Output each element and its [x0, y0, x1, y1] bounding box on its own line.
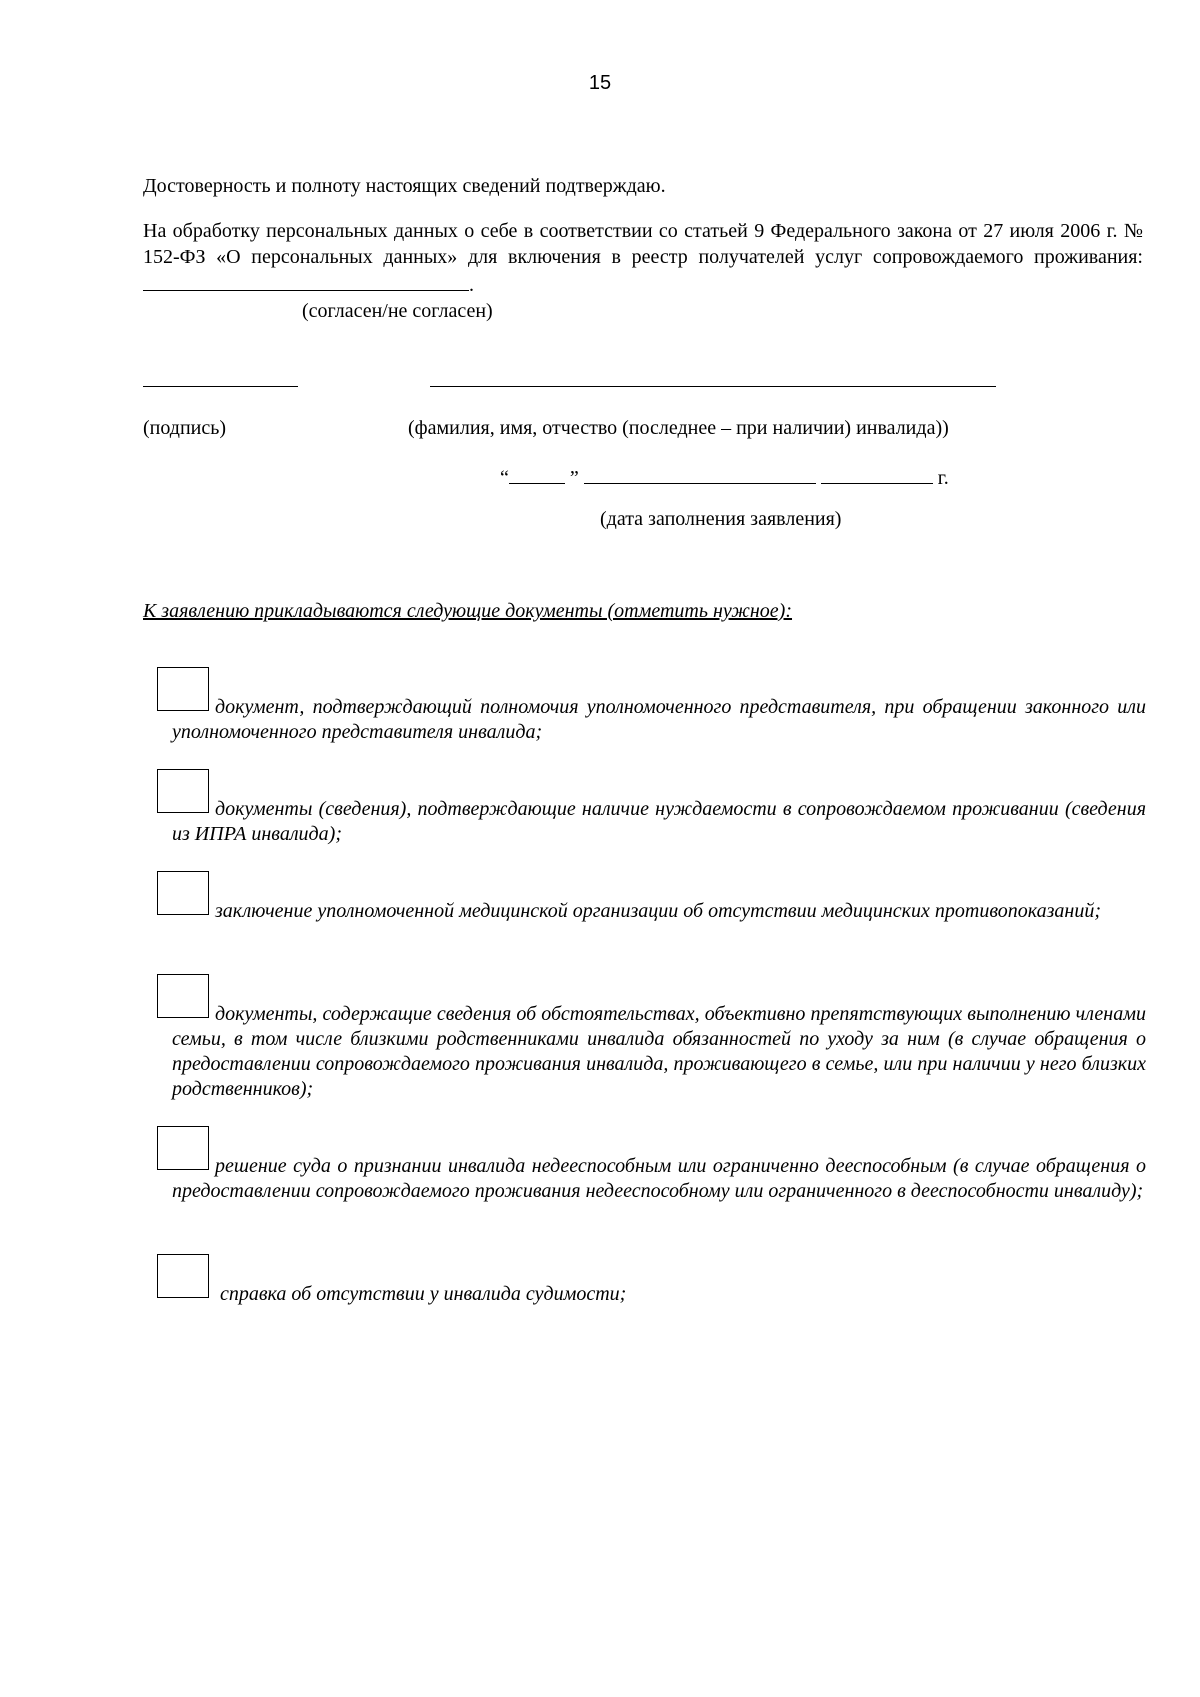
consent-answer-field[interactable] — [143, 270, 469, 291]
full-name-line[interactable] — [430, 386, 996, 387]
document-item-text: документы, содержащие сведения об обстоятельствах, объективно препятствующих выполнению членами семьи, в том числе близкими родственниками инвалида обязанностей по уходу за ним (в случае обращения о предоставлении сопровождаемого проживания инвалида, проживающего в семье, или при наличии у него близких родственников); — [172, 1003, 1146, 1100]
documents-heading: К заявлению прикладываются следующие документы (отметить нужное): — [143, 600, 793, 622]
document-item-3 — [172, 899, 1146, 924]
consent-text: На обработку персональных данных о себе в соответствии со статьей 9 Федерального закона от 27 июля 2006 г. № 152-ФЗ «О персональных данных» для включения в реестр получателей услуг сопровождаемого проживания: — [143, 220, 1143, 268]
document-item-text: заключение уполномоченной медицинской организации об отсутствии медицинских противопоказаний; — [215, 900, 1101, 922]
year-field[interactable] — [821, 463, 933, 484]
document-item-text: документ, подтверждающий полномочия уполномоченного представителя, при обращении законного или уполномоченного представителя инвалида; — [172, 696, 1146, 743]
consent-end-mark: . — [469, 274, 474, 296]
date-label: (дата заполнения заявления) — [600, 508, 842, 530]
day-field[interactable] — [509, 463, 565, 484]
document-item-2 — [172, 797, 1146, 847]
document-item-text: документы (сведения), подтверждающие наличие нуждаемости в сопровождаемом проживании (сведения из ИПРА инвалида); — [172, 798, 1146, 845]
signature-line[interactable] — [143, 386, 298, 387]
year-suffix: г. — [937, 467, 949, 489]
document-item-text: справка об отсутствии у инвалида судимости; — [220, 1283, 627, 1305]
document-item-4 — [172, 1002, 1146, 1102]
date-close-quote: ” — [569, 467, 579, 489]
document-item-1 — [172, 695, 1146, 745]
document-item-text: решение суда о признании инвалида недееспособным или ограниченно дееспособным (в случае обращения о предоставлении сопровождаемого проживания недееспособному или ограниченного в дееспособности инвалиду); — [172, 1155, 1146, 1202]
month-field[interactable] — [584, 463, 816, 484]
document-item-6 — [172, 1282, 1146, 1307]
signature-label: (подпись) — [143, 417, 227, 439]
full-name-label: (фамилия, имя, отчество (последнее – при наличии) инвалида)) — [408, 417, 949, 439]
confirmation-statement: Достоверность и полноту настоящих сведений подтверждаю. — [143, 175, 666, 197]
consent-statement — [143, 218, 1143, 298]
consent-hint: (согласен/не согласен) — [302, 300, 493, 322]
page-number: 15 — [588, 72, 612, 94]
date-fields — [500, 463, 949, 491]
date-open-quote: “ — [500, 467, 509, 489]
document-item-5 — [172, 1154, 1146, 1204]
